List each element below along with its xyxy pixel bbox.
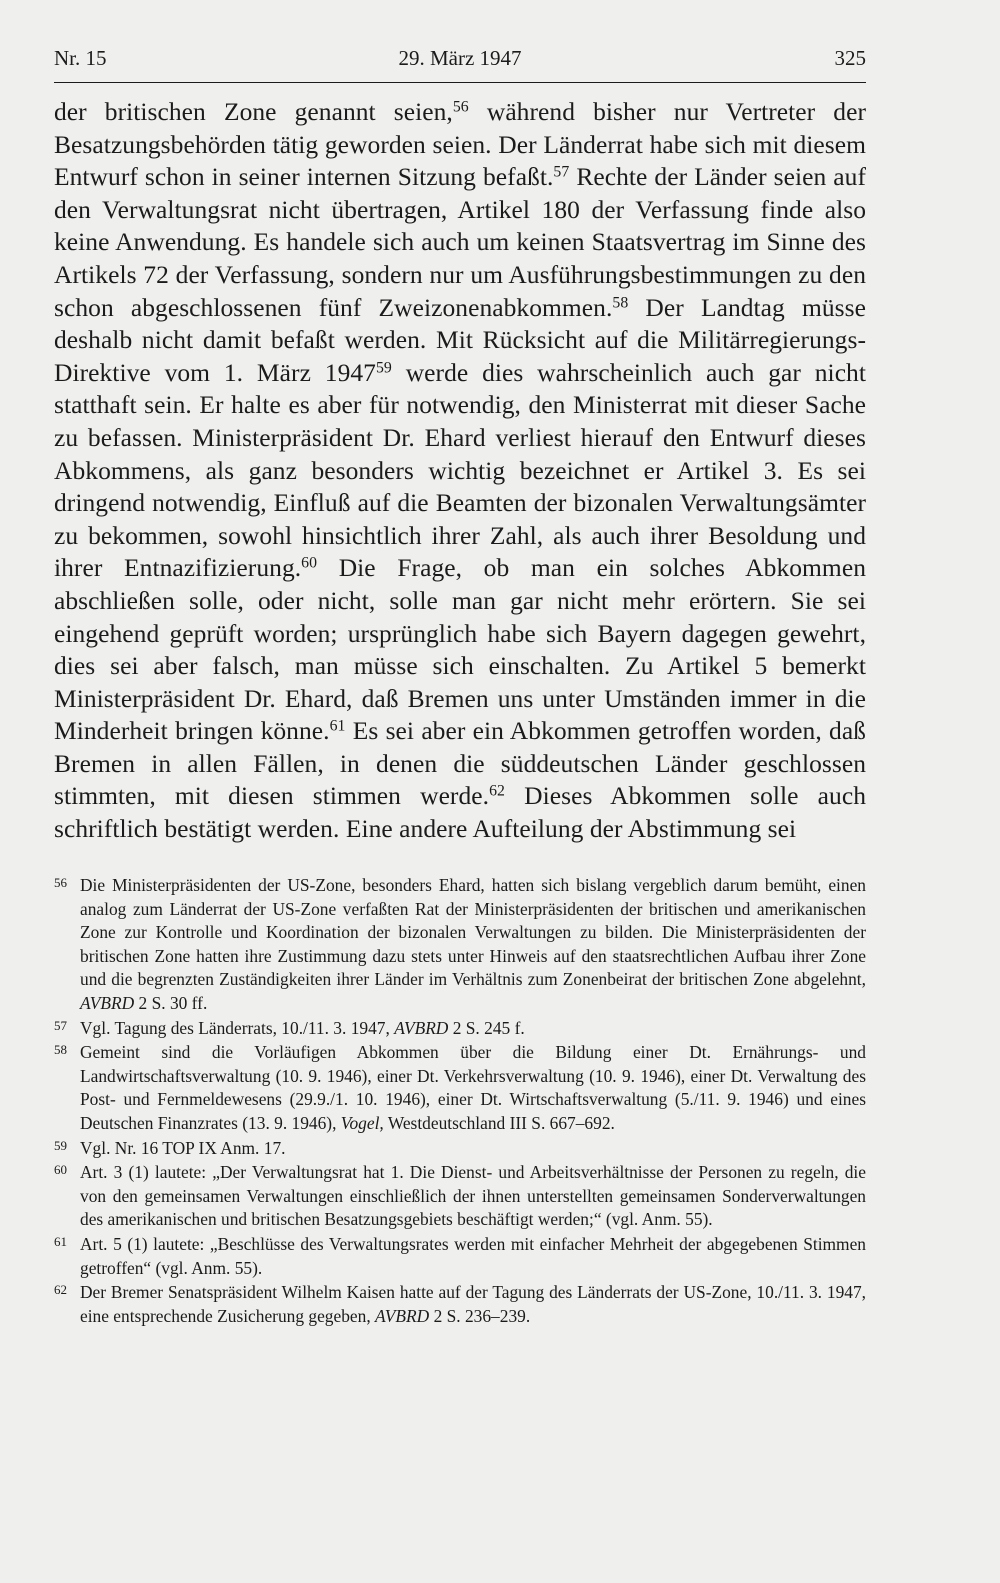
body-paragraph xyxy=(54,96,866,846)
footnotes xyxy=(54,874,866,1328)
body-text-run: werde dies wahrscheinlich auch gar nicht statthaft sein. Er halte es aber für notwendig, den Ministerrat mit dieser Sache zu befassen. Ministerpräsident Dr. Ehard verliest hierauf den Entwurf dieses Abkommens, als ganz besonders wichtig bezeichnet er Artikel 3. Es sei dringend notwendig, Einfluß auf die Beamten der bizonalen Verwaltungsämter zu bekommen, sowohl hinsichtlich ihrer Zahl, als auch ihrer Besoldung und ihrer Entnazifizierung. xyxy=(54,357,866,583)
footnote-number: 61 xyxy=(54,1233,67,1249)
footnote-text: 2 S. 236–239. xyxy=(429,1305,531,1326)
footnote-text: Die Ministerpräsidenten der US-Zone, besonders Ehard, hatten sich bislang vergeblich darum bemüht, einen analog zum Länderrat der US-Zone verfaßten Rat der Ministerpräsidenten der britischen und amerikanischen Zone zur Kontrolle und Koordination der bizonalen Verwaltungen zu bilden. Die Ministerpräsidenten der britischen Zone hatten ihre Zustimmung dazu stets unter Hinweis auf den staatsrechtlichen Aufbau ihrer Zone und die begrenzten Zuständigkeiten ihrer Länder im Verhältnis zum Zonenbeirat der britischen Zone abgelehnt, xyxy=(80,875,866,990)
body-text-run: Die Frage, ob man ein solches Abkommen abschließen solle, oder nicht, solle man gar nicht mehr erörtern. Sie sei eingehend geprüft worden; ursprünglich habe sich Bayern dagegen gewehrt, dies sei aber falsch, man müsse sich einschalten. Zu Artikel 5 bemerkt Ministerpräsident Dr. Ehard, daß Bremen uns unter Umständen immer in die Minderheit bringen könne. xyxy=(54,553,866,746)
footnote-ref-57[interactable]: 57 xyxy=(553,163,570,181)
footnote-ref-62[interactable]: 62 xyxy=(489,782,505,800)
header-date: 29. März 1947 xyxy=(398,46,522,70)
footnote-italic: Vogel, xyxy=(340,1112,384,1133)
body-text-run: Dieses Abkommen solle auch schriftlich bestätigt werden. Eine andere Aufteilung der Abstimmung sei xyxy=(54,781,866,844)
footnote-60 xyxy=(54,1161,866,1232)
footnote-text: 2 S. 30 ff. xyxy=(134,992,208,1013)
footnote-text: 2 S. 245 f. xyxy=(448,1017,525,1038)
footnote-italic: AVBRD xyxy=(80,992,135,1013)
footnote-58 xyxy=(54,1041,866,1135)
footnote-number: 57 xyxy=(54,1017,67,1033)
footnote-number: 58 xyxy=(54,1042,67,1058)
footnote-ref-60[interactable]: 60 xyxy=(301,554,318,572)
footnote-text: Vgl. Nr. 16 TOP IX Anm. 17. xyxy=(80,1137,286,1158)
footnote-59 xyxy=(54,1137,866,1161)
footnote-text: Westdeutschland III S. 667–692. xyxy=(383,1112,615,1133)
body-text-run: während bisher nur Vertreter der Besatzungsbehörden tätig geworden seien. Der Länderrat habe sich mit diesem Entwurf schon in seiner internen Sitzung befaßt. xyxy=(54,97,866,192)
footnote-ref-56[interactable]: 56 xyxy=(452,98,469,116)
footnote-number: 59 xyxy=(54,1137,67,1153)
footnote-number: 56 xyxy=(54,875,67,890)
footnote-ref-58[interactable]: 58 xyxy=(612,293,629,311)
footnote-ref-61[interactable]: 61 xyxy=(329,717,346,735)
footnote-text: Der Bremer Senatspräsident Wilhelm Kaisen hatte auf der Tagung des Länderrats der US-Zone, 10./11. 3. 1947, eine entsprechende Zusicherung gegeben, xyxy=(80,1282,866,1326)
footnote-text: Gemeint sind die Vorläufigen Abkommen über die Bildung einer Dt. Ernährungs- und Landwirtschaftsverwaltung (10. 9. 1946), einer Dt. Verkehrsverwaltung (10. 9. 1946), einer Dt. Verwaltung des Post- und Fernmeldewesens (29.9./1. 10. 1946), einer Dt. Wirtschaftsverwaltung (5./11. 9. 1946) und eines Deutschen Finanzrates (13. 9. 1946), xyxy=(80,1042,866,1133)
body-text-run: der britischen Zone genannt seien, xyxy=(54,97,453,126)
footnote-text: Art. 5 (1) lautete: „Beschlüsse des Verwaltungsrates werden mit einfacher Mehrheit der abgegebenen Stimmen getroffen“ (vgl. Anm. 55). xyxy=(80,1233,866,1278)
body-text-run: Es sei aber ein Abkommen getroffen worden, daß Bremen in allen Fällen, in denen die süddeutschen Länder geschlossen stimmten, mit diesen stimmen werde. xyxy=(54,716,866,811)
footnote-56 xyxy=(54,874,866,1016)
footnote-italic: AVBRD xyxy=(394,1017,449,1038)
footnote-57 xyxy=(54,1017,866,1041)
running-header xyxy=(54,46,866,86)
footnote-ref-59[interactable]: 59 xyxy=(375,359,392,377)
document-number: Nr. 15 xyxy=(54,46,107,70)
footnote-62 xyxy=(54,1281,866,1328)
main-text xyxy=(54,96,866,846)
footnote-number: 62 xyxy=(54,1282,67,1298)
body-text-run: Der Landtag müsse deshalb nicht damit befaßt werden. Mit Rücksicht auf die Militärregierungs-Direktive vom 1. März 1947 xyxy=(54,292,866,387)
footnote-text: Art. 3 (1) lautete: „Der Verwaltungsrat hat 1. Die Dienst- und Arbeitsverhältnisse der Personen zu regeln, die von den gemeinsamen Verwaltungen einschließlich der ihnen unterstellten gemeinsamen Sonderverwaltungen des amerikanischen und britischen Besatzungsgebiets beschäftigt werden;“ (vgl. Anm. 55). xyxy=(80,1162,866,1230)
page-number: 325 xyxy=(834,46,866,70)
body-text-run: Rechte der Länder seien auf den Verwaltungsrat nicht übertragen, Artikel 180 der Verfassung finde also keine Anwendung. Es handele sich auch um keinen Staatsvertrag im Sinne des Artikels 72 der Verfassung, sondern nur um Ausführungsbestimmungen zu den schon abgeschlossenen fünf Zweizonenabkommen. xyxy=(54,162,866,322)
footnote-number: 60 xyxy=(54,1162,67,1178)
header-rule xyxy=(54,82,866,83)
footnote-italic: AVBRD xyxy=(375,1305,430,1326)
footnote-text: Vgl. Tagung des Länderrats, 10./11. 3. 1947, xyxy=(80,1017,395,1038)
footnote-61 xyxy=(54,1233,866,1280)
